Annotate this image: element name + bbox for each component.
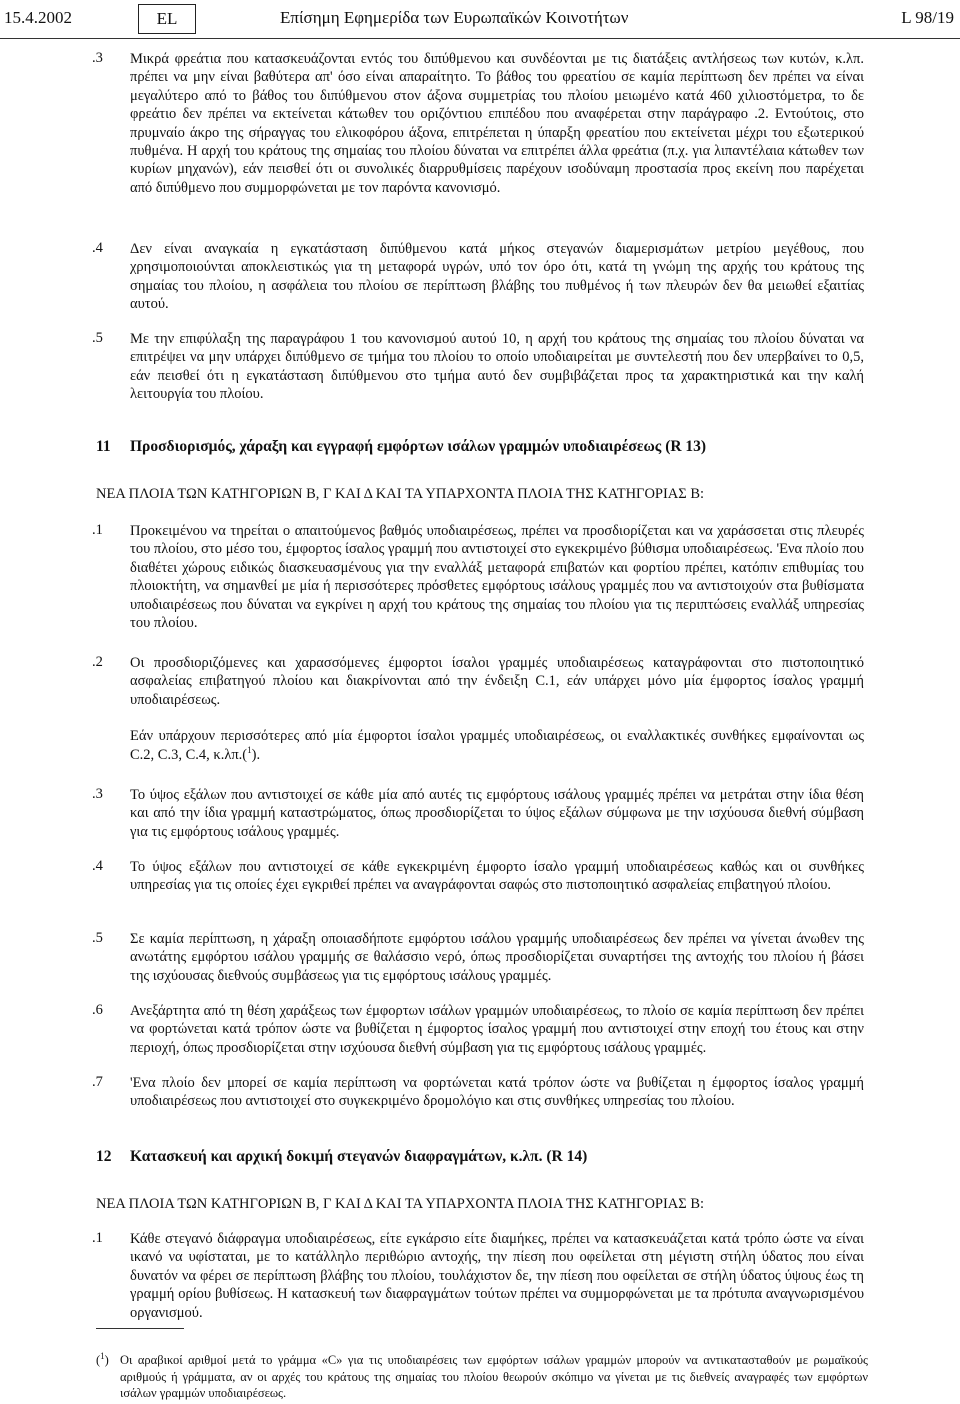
footnote-number: ($^1$) xyxy=(96,1350,109,1367)
footnote-rule xyxy=(96,1328,184,1329)
footnote-text: Οι αραβικοί αριθμοί μετά το γράμμα «C» για τις υποδιαιρέσεις των εμφόρτων ισάλων γραμμών μπορούν να αντικατασταθούν με ρωμαϊκούς αριθμούς ή γράμματα, αν οι αρχές του κράτους της σημαίας του πλοίου θεωρούν σκόπιμο να γίνεται με τις διεθνείς αναγραφές των εμφόρτων ισάλων γραμμών υποδιαιρέσεως. xyxy=(120,1353,868,1400)
item-number: .5 xyxy=(92,930,103,946)
paragraph-item xyxy=(92,1230,864,1322)
item-text: Ανεξάρτητα από τη θέση χαράξεως των έμφορτων ισάλων γραμμών υποδιαιρέσεως, το πλοίο σε καμία περίπτωση δεν πρέπει να φορτώνεται κατά τρόπον ώστε να βυθίζεται η έμφορτος ίσαλος γραμμή που αντιστοιχεί στην εποχή του έτους και στην περιοχή, όπως προσδιορίζεται στην ισχύουσα διεθνή σύμβαση για τις εμφόρτους ισάλους γραμμές. xyxy=(130,1003,864,1056)
paragraph-item xyxy=(92,786,864,841)
section-title: Κατασκευή και αρχική δοκιμή στεγανών διαφραγμάτων, κ.λπ. (R 14) xyxy=(130,1148,588,1165)
paragraph-item xyxy=(92,1074,864,1111)
section-heading xyxy=(96,1148,896,1166)
footnote-ref: 1 xyxy=(247,744,252,755)
journal-title: Επίσημη Εφημερίδα των Ευρωπαϊκών Κοινοτήτων xyxy=(280,8,629,27)
paragraph-item xyxy=(92,330,864,404)
paragraph-item xyxy=(92,240,864,314)
section-heading xyxy=(96,438,896,456)
item-text: 'Ενα πλοίο δεν μπορεί σε καμία περίπτωση να φορτώνεται κατά τρόπον ώστε να βυθίζεται η έμφορτος ίσαλος γραμμή υποδιαιρέσεως που αντιστοιχεί στο συγκεκριμένο δρομολόγιο και στις συνθήκες υπηρεσίας του πλοίου. xyxy=(130,1075,864,1110)
footnote xyxy=(96,1352,868,1402)
page-reference: L 98/19 xyxy=(901,8,954,27)
paragraph-item xyxy=(92,50,864,197)
item-number: .7 xyxy=(92,1074,103,1090)
item-text-continued: Εάν υπάρχουν περισσότερες από μία έμφορτοι ίσαλοι γραμμές υποδιαιρέσεως, οι εναλλακτικές συνθήκες εμφαίνονται ως C.2, C.3, C.4, κ.λπ.($^1$). xyxy=(130,728,864,763)
item-number: .1 xyxy=(92,1230,103,1246)
item-number: .2 xyxy=(92,654,103,670)
item-text: Το ύψος εξάλων που αντιστοιχεί σε κάθε εγκεκριμένη έμφορτο ίσαλο γραμμή υποδιαιρέσεως καθώς και οι συνθήκες υπηρεσίας για τις οποίες έχει εγκριθεί πρέπει να αναγράφονται σαφώς στο πιστοποιητικό ασφαλείας επιβατηγού πλοίου. xyxy=(130,859,864,894)
issue-date: 15.4.2002 xyxy=(4,8,72,27)
item-text: Το ύψος εξάλων που αντιστοιχεί σε κάθε μία από αυτές τις εμφόρτους ισάλους γραμμές πρέπει να μετράται στην ίδια θέση και από την ίδια γραμμή καταστρώματος, όπως προσδιορίζεται το ύψος εξάλων σύμφωνα με την ισχύουσα διεθνή σύμβαση για τις εμφόρτους ισάλους γραμμές. xyxy=(130,787,864,840)
item-number: .5 xyxy=(92,330,103,346)
header-rule xyxy=(0,38,960,39)
item-number: .3 xyxy=(92,50,103,66)
section-subheading: ΝΕΑ ΠΛΟΙΑ ΤΩΝ ΚΑΤΗΓΟΡΙΩΝ Β, Γ ΚΑΙ Δ ΚΑΙ ΤΑ ΥΠΑΡΧΟΝΤΑ ΠΛΟΙΑ ΤΗΣ ΚΑΤΗΓΟΡΙΑΣ Β: xyxy=(96,486,705,502)
item-text: Δεν είναι αναγκαία η εγκατάσταση διπύθμενου κατά μήκος στεγανών διαμερισμάτων μετρίου μεγέθους, που χρησιμοποιούνται αποκλειστικώς για τη μεταφορά υγρών, υπό τον όρο ότι, κατά τη γνώμη της αρχής του κράτους της σημαίας του πλοίου, η ασφάλεια του πλοίου σε περίπτωση βλάβης του πυθμένος ή των πλευρών δεν θα μειωθεί εξαιτίας αυτού. xyxy=(130,241,864,313)
paragraph-item xyxy=(92,858,864,895)
item-number: .6 xyxy=(92,1002,103,1018)
item-number: .3 xyxy=(92,786,103,802)
item-number: .1 xyxy=(92,522,103,538)
paragraph-item xyxy=(92,930,864,985)
section-number: 11 xyxy=(96,438,111,455)
item-text: Με την επιφύλαξη της παραγράφου 1 του κανονισμού αυτού 10, η αρχή του κράτους της σημαίας του πλοίου δύναται να επιτρέψει να μην υπάρχει διπύθμενο σε τμήμα του πλοίου το οποίο υποδιαιρείται με συντελεστή που δεν υπερβαίνει το 0,5, εάν πεισθεί ότι η εγκατάσταση διπύθμενου στο τμήμα αυτό δεν συμβιβάζεται προς τα χαρακτηριστικά και την καλή λειτουργία του πλοίου. xyxy=(130,331,864,403)
section-title: Προσδιορισμός, χάραξη και εγγραφή εμφόρτων ισάλων γραμμών υποδιαιρέσεως (R 13) xyxy=(130,438,707,455)
item-text: Μικρά φρεάτια που κατασκευάζονται εντός του διπύθμενου και συνδέονται με τις διατάξεις αντλήσεως των κυτών, κ.λπ. πρέπει να μην είναι βαθύτερα απ' όσο είναι απαραίτητο. Το βάθος του φρεατίου σε καμία περίπτωση δεν πρέπει να είναι μεγαλύτερο από το βάθος του διπύθμενου στον άξονα συμμετρίας του πλοίου μειωμένο κατά 460 χιλιοστόμετρα, το δε φρεάτιο δεν πρέπει να εκτείνεται κάτωθεν του οριζόντιου επιπέδου που αναφέρεται στην παράγραφο .2. Εντούτοις, στο πρυμναίο άκρο της σήραγγας του ελικοφόρου άξονα, επιτρέπεται η ύπαρξη φρεατίου που εκτείνεται μέχρι του εξωτερικού πυθμένα. Η αρχή του κράτους της σημαίας του πλοίου δύναται να επιτρέπει άλλα φρεάτια (π.χ. για λιπαντέλαια κάτωθεν των κυρίων μηχανών), εάν πεισθεί ότι οι συνολικές διαρρυθμίσεις παρέχουν ισοδύναμη προστασία προς εκείνη που παρέχεται από διπύθμενο που συμμορφώνεται με τον παρόντα κανονισμό. xyxy=(130,51,864,196)
paragraph-item xyxy=(92,522,864,632)
paragraph-item xyxy=(92,654,864,764)
paragraph-item xyxy=(92,1002,864,1057)
item-text: Προκειμένου να τηρείται ο απαιτούμενος βαθμός υποδιαιρέσεως, πρέπει να προσδιορίζεται και να χαράσσεται στις πλευρές του πλοίου, στο μέσο του, έμφορτος ίσαλος γραμμή που αντιστοιχεί στο εγκεκριμένο βύθισμα υποδιαιρέσεως. 'Ενα πλοίο που διαθέτει χώρους ειδικώς διασκευασμένους για την εναλλάξ μεταφορά επιβατών και φορτίου πρέπει, κατόπιν επιθυμίας του πλοιοκτήτη, να σημανθεί με μία ή περισσότερες πρόσθετες εμφόρτους ισάλους γραμμές που να αντιστοιχούν στα βυθίσματα υποδιαιρέσεως που δύναται να εγκρίνει η αρχή του κράτους της σημαίας του πλοίου για τις περιπτώσεις εναλλάξ υπηρεσίας του πλοίου. xyxy=(130,523,864,632)
section-number: 12 xyxy=(96,1148,112,1165)
item-text: Σε καμία περίπτωση, η χάραξη οποιασδήποτε εμφόρτου ισάλου γραμμής υποδιαιρέσεως δεν πρέπει να γίνεται άνωθεν της ανωτάτης εμφόρτου ισάλου γραμμής σε θαλάσσιο νερό, όπως προσδιορίζεται συναρτήσει της αντοχής του πλοίου ή βάσει της ισχύουσας διεθνούς συμβάσεως για τις εμφόρτους ισάλους γραμμές. xyxy=(130,931,864,984)
page-header xyxy=(0,4,960,34)
item-text: Κάθε στεγανό διάφραγμα υποδιαιρέσεως, είτε εγκάρσιο είτε διαμήκες, πρέπει να κατασκευάζεται κατά τρόπο ώστε να είναι ικανό να υφίσταται, με το κατάλληλο περιθώριο αντοχής, την πίεση που οφείλεται στη μέγιστη στήλη ύδατος που είναι δυνατόν να φέρει σε περίπτωση βλάβης του πλοίου, τουλάχιστον δε, την πίεση που οφείλεται σε στήλη ύδατος ύψους έως τη γραμμή ορίου βυθίσεως. Η κατασκευή των διαφραγμάτων τούτων πρέπει να συμμορφώνεται με τα πρότυπα αναγνωρισμένου οργανισμού. xyxy=(130,1231,864,1321)
section-subheading: ΝΕΑ ΠΛΟΙΑ ΤΩΝ ΚΑΤΗΓΟΡΙΩΝ Β, Γ ΚΑΙ Δ ΚΑΙ ΤΑ ΥΠΑΡΧΟΝΤΑ ΠΛΟΙΑ ΤΗΣ ΚΑΤΗΓΟΡΙΑΣ Β: xyxy=(96,1196,705,1212)
language-badge: EL xyxy=(138,4,196,34)
item-number: .4 xyxy=(92,240,103,256)
item-text: Οι προσδιοριζόμενες και χαρασσόμενες έμφορτοι ίσαλοι γραμμές υποδιαιρέσεως καταγράφονται στο πιστοποιητικό ασφαλείας επιβατηγού πλοίου και διακρίνονται από την ένδειξη C.1, εάν υπάρχει μόνο μία έμφορτος ίσαλος γραμμή υποδιαιρέσεως. xyxy=(130,655,864,708)
item-number: .4 xyxy=(92,858,103,874)
